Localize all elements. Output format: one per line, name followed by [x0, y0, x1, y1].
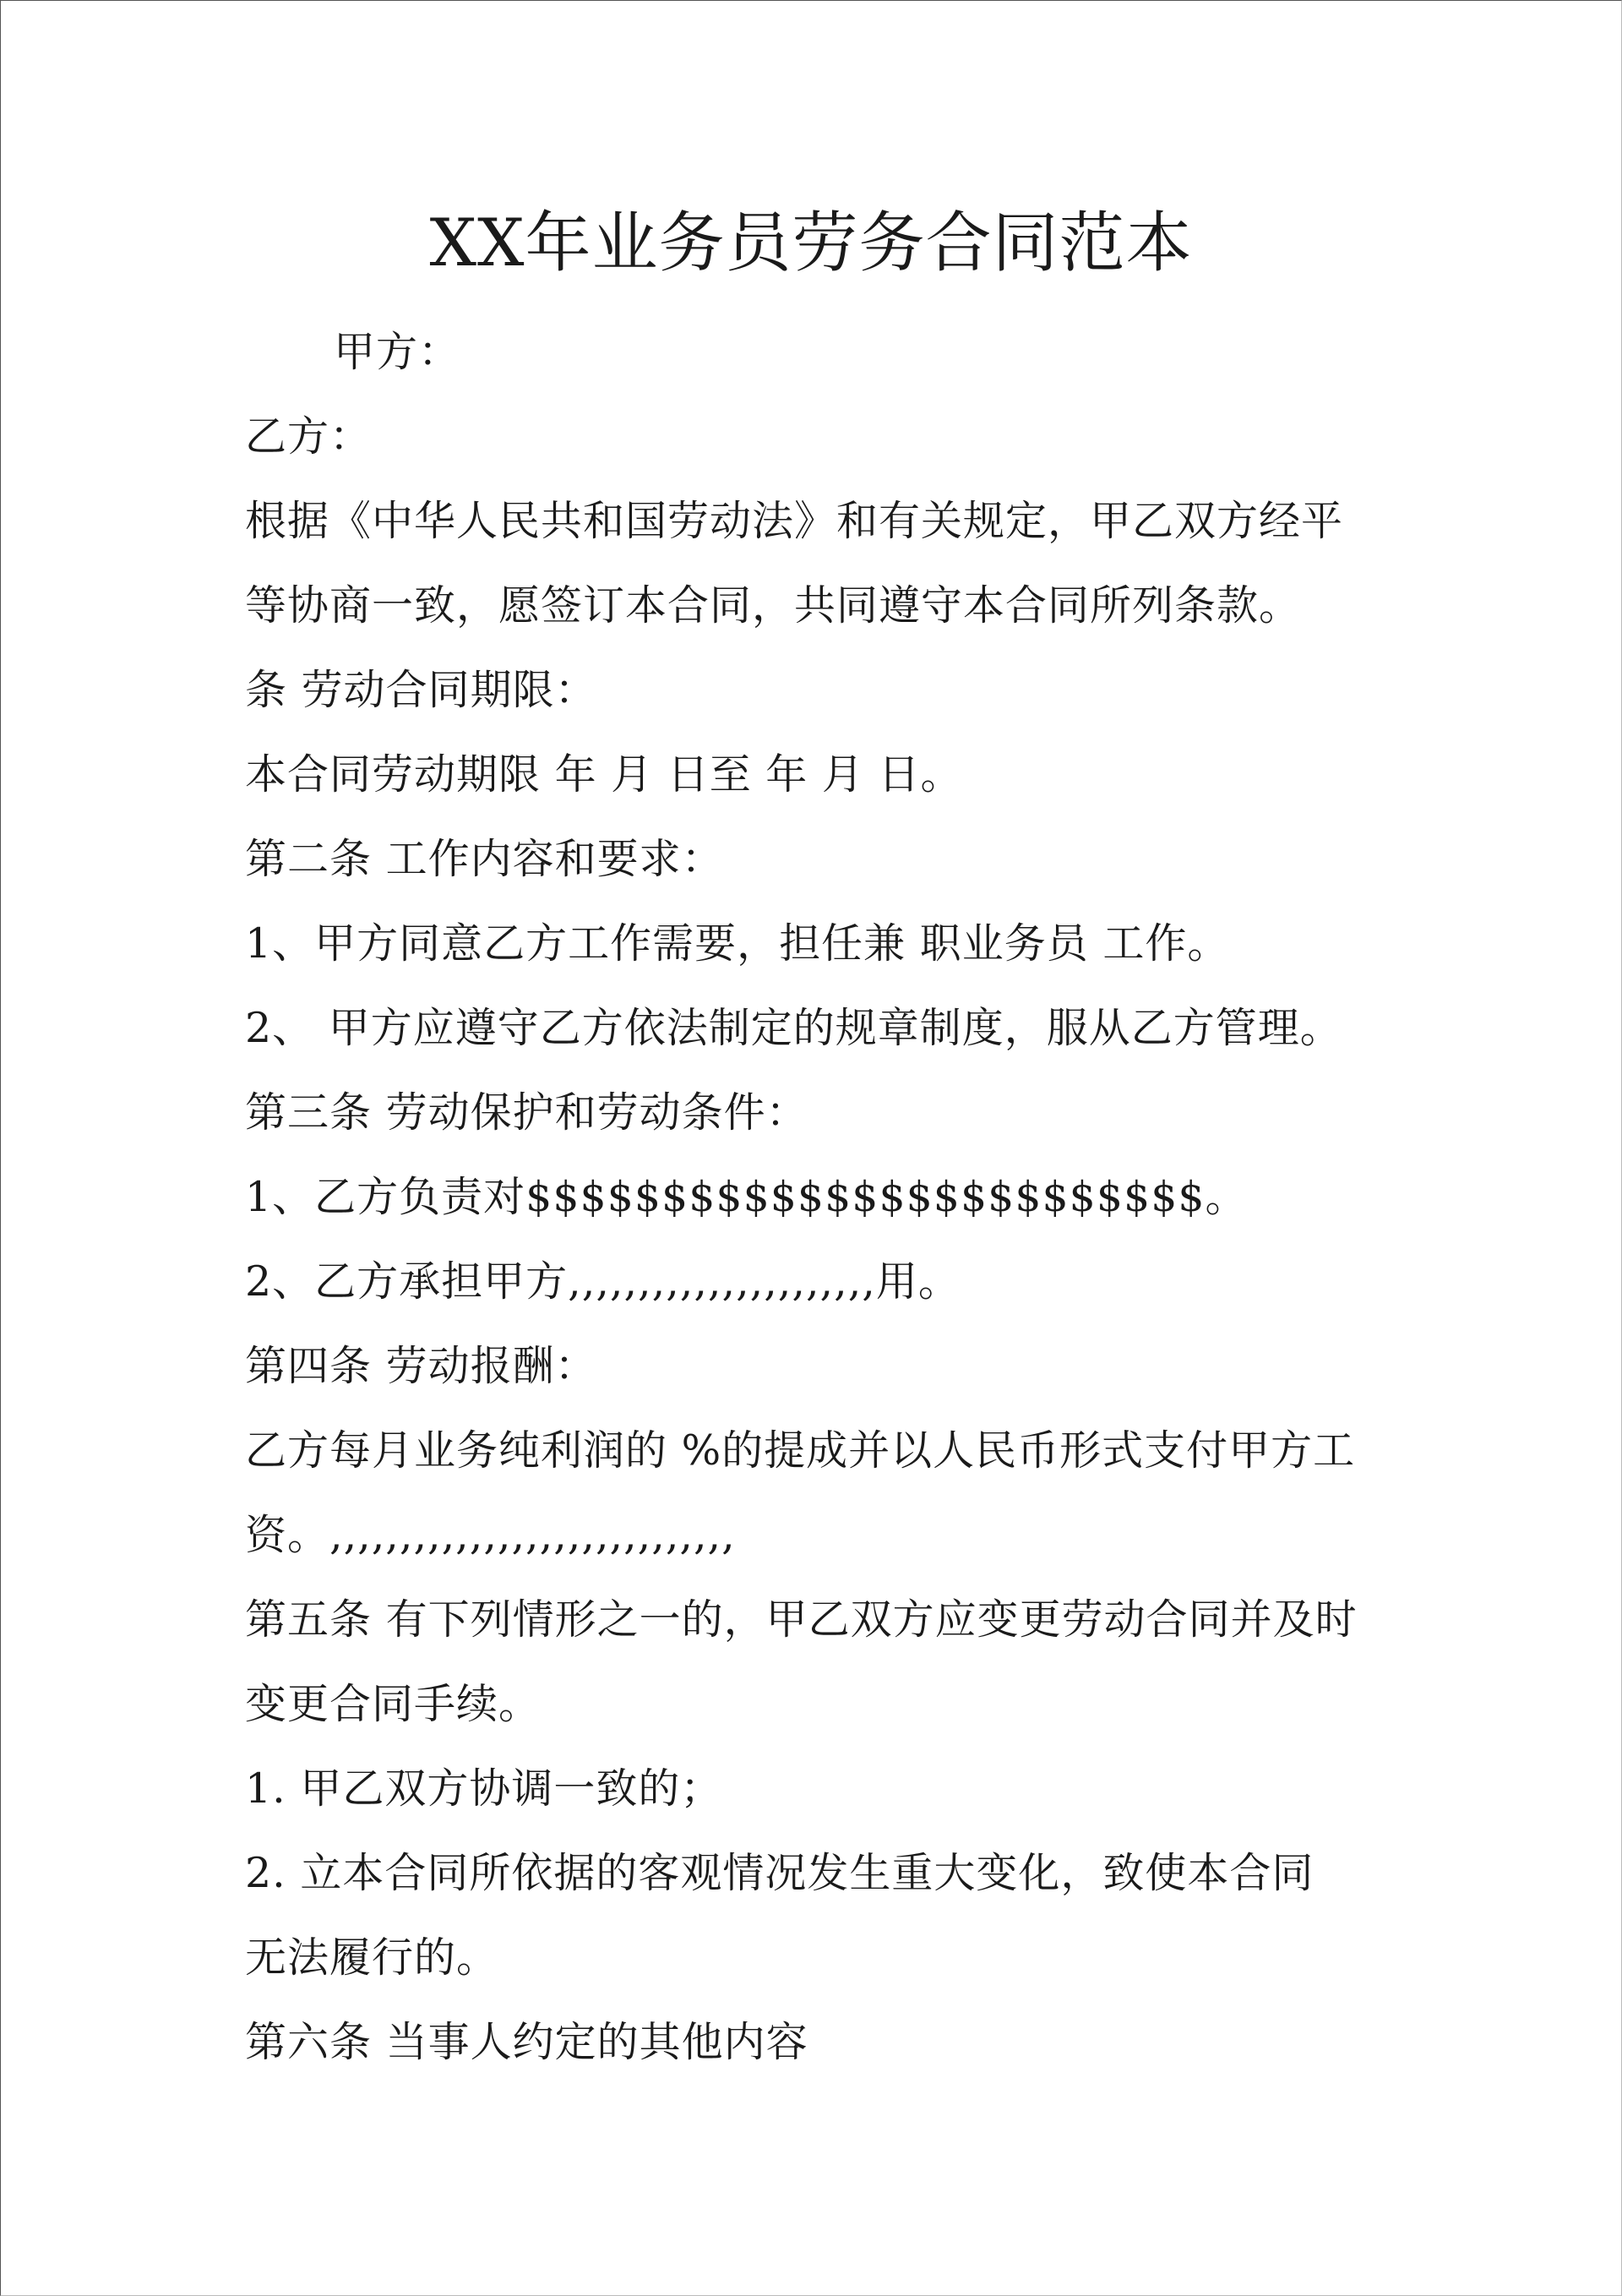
clause-heading: 条 劳动合同期限： — [245, 666, 597, 714]
paragraph-line: 变更合同手续。 — [245, 1680, 542, 1728]
clause-heading: 第六条 当事人约定的其他内容 — [245, 2018, 808, 2066]
list-item: 1、甲方同意乙方工作需要，担任兼 职业务员 工作。 — [245, 919, 1230, 968]
clause-heading: 第三条 劳动保护和劳动条件： — [245, 1088, 808, 1137]
party-b-line: 乙方： — [245, 412, 373, 461]
document-title: XX年业务员劳务合同范本 — [429, 205, 1193, 281]
paragraph-line: 无法履行的。 — [245, 1933, 499, 1982]
paragraph-line: 本合同劳动期限 年 月 日至 年 月 日。 — [245, 750, 963, 799]
list-item: 2、 甲方应遵守乙方依法制定的规章制度，服从乙方管理。 — [245, 1004, 1342, 1052]
list-item: 1. 甲乙双方协调一致的； — [245, 1764, 723, 1813]
paragraph-line: 资。,,,,,,,,,,,,,,,,,,,,,,,,,,,,, — [245, 1511, 736, 1559]
clause-heading: 第二条 工作内容和要求： — [245, 835, 724, 883]
clause-heading: 第四条 劳动报酬： — [245, 1342, 597, 1390]
paragraph-line: 乙方每月业务纯利润的 %的提成并以人民币形式支付甲方工 — [245, 1426, 1356, 1475]
paragraph-line: 等协商一致，愿签订本合同，共同遵守本合同所列条款。 — [245, 581, 1302, 630]
list-item: 2. 立本合同所依据的客观情况发生重大变化，致使本合同 — [245, 1849, 1314, 1897]
party-a-line: 甲方： — [334, 328, 461, 376]
list-item: 2、乙方承担甲方,,,,,,,,,,,,,,,,,,,,,,用。 — [245, 1257, 961, 1306]
paragraph-line: 根据《中华人民共和国劳动法》和有关规定，甲乙双方经平 — [245, 497, 1344, 545]
list-item: 1、乙方负责对$$$$$$$$$$$$$$$$$$$$$$$$$。 — [245, 1173, 1248, 1221]
clause-heading: 第五条 有下列情形之一的，甲乙双方应变更劳动合同并及时 — [245, 1595, 1358, 1644]
